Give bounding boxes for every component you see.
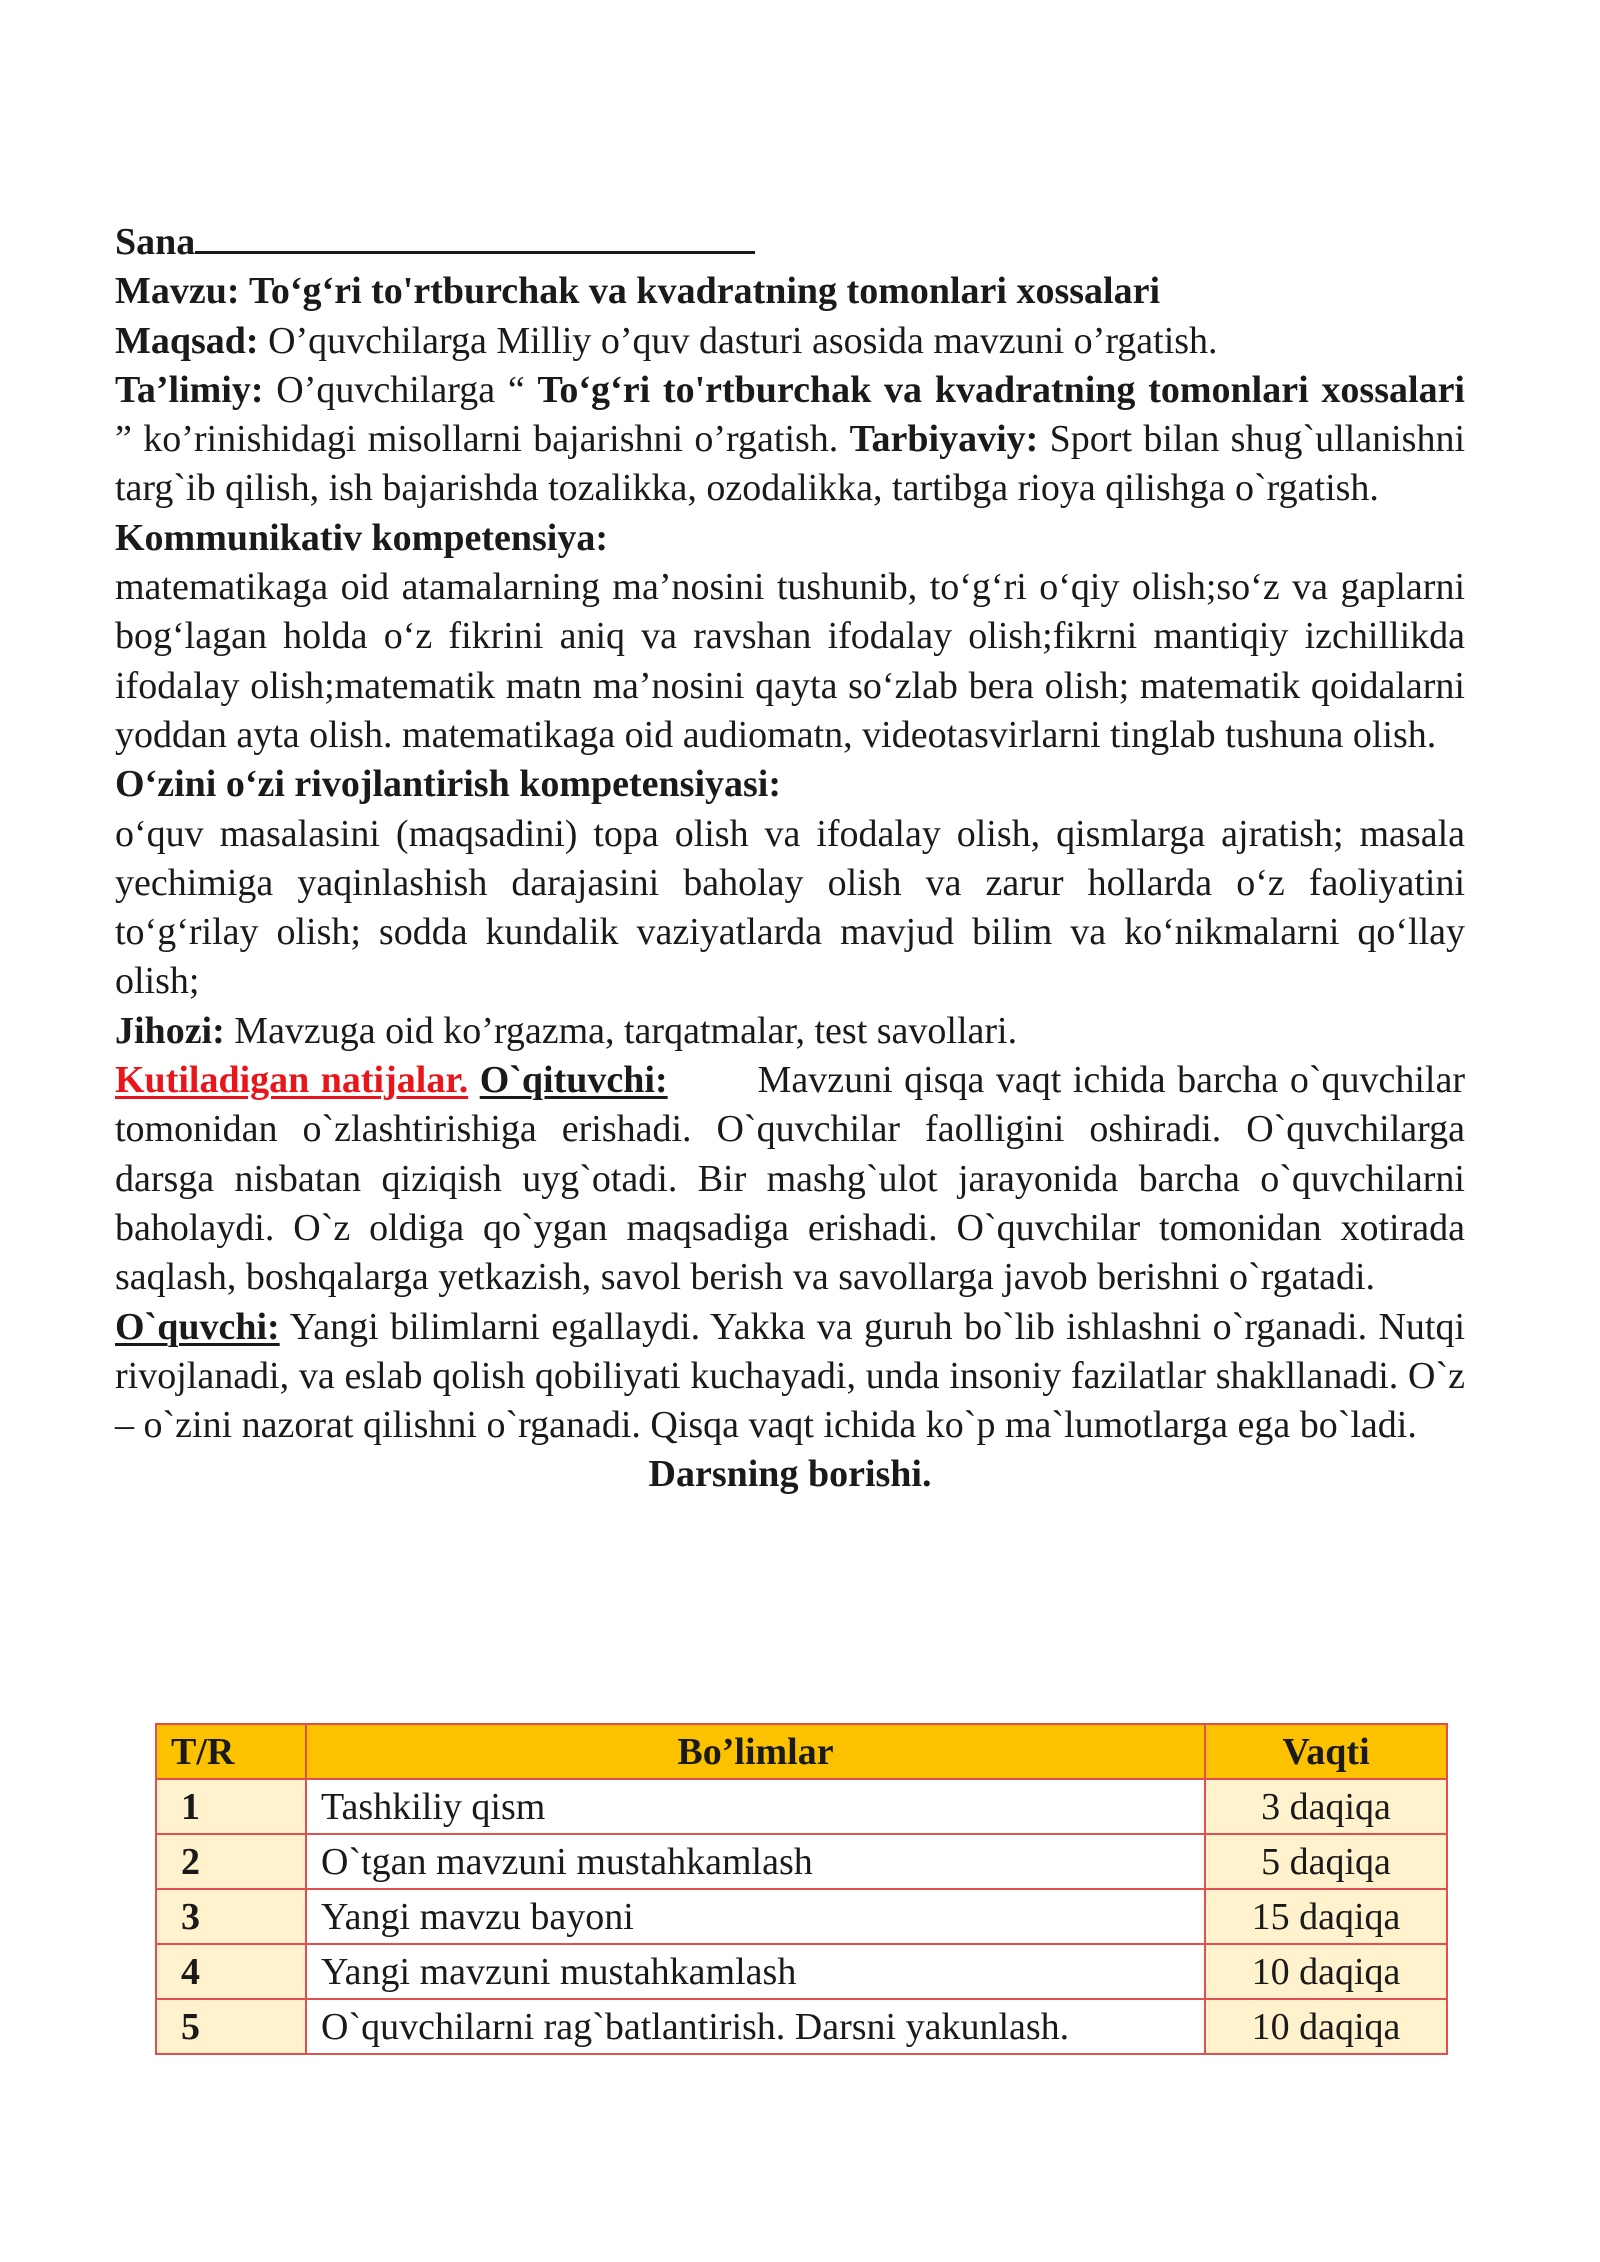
row-section: O`quvchilarni rag`batlantirish. Darsni yakunlash.	[306, 1999, 1205, 2054]
jihozi-label: Jihozi:	[115, 1009, 225, 1052]
oquvchi-text: Yangi bilimlarni egallaydi. Yakka va guruh bo`lib ishlashni o`rganadi. Nutqi rivojlanadi, va eslab qolish qobiliyati kuchayadi, unda insoniy fazilatlar shakllanadi. O`z – o`zini nazorat qilishni o`rganadi. Qisqa vaqt ichida ko`p ma`lumotlarga ega bo`ladi.	[115, 1305, 1465, 1447]
row-time: 5 daqiqa	[1205, 1834, 1447, 1889]
talimiy-topic: To‘g‘ri to'rtburchak va kvadratning tomonlari xossalari	[537, 368, 1465, 411]
maqsad-label: Maqsad:	[115, 319, 259, 362]
row-section: Yangi mavzuni mustahkamlash	[306, 1944, 1205, 1999]
row-number: 1	[156, 1779, 306, 1834]
kommunikativ-heading: Kommunikativ kompetensiya:	[115, 516, 608, 559]
row-time: 3 daqiqa	[1205, 1779, 1447, 1834]
oquvchi-label: O`quvchi:	[115, 1305, 280, 1348]
row-time: 10 daqiqa	[1205, 1944, 1447, 1999]
row-number: 3	[156, 1889, 306, 1944]
mavzu-text: To‘g‘ri to'rtburchak va kvadratning tomonlari xossalari	[249, 270, 1161, 313]
talimiy-label: Ta’limiy:	[115, 368, 264, 411]
mavzu-line	[115, 267, 1465, 316]
rivojlantirish-heading: O‘zini o‘zi rivojlantirish kompetensiyasi:	[115, 763, 782, 806]
maqsad-line	[115, 317, 1465, 366]
table-header-row	[156, 1724, 1447, 1779]
jihozi-line	[115, 1007, 1465, 1056]
tarbiyaviy-label: Tarbiyaviy:	[849, 418, 1039, 461]
header-vaqti: Vaqti	[1205, 1724, 1447, 1779]
darsning-borishi-heading: Darsning borishi.	[648, 1453, 932, 1496]
maqsad-text: O’quvchilarga Milliy o’quv dasturi asosida mavzuni o’rgatish.	[268, 319, 1218, 362]
row-section: Yangi mavzu bayoni	[306, 1889, 1205, 1944]
table-row	[156, 1834, 1447, 1889]
jihozi-text: Mavzuga oid ko’rgazma, tarqatmalar, test savollari.	[234, 1009, 1018, 1052]
kommunikativ-text: matematikaga oid atamalarning ma’nosini tushunib, to‘g‘ri o‘qiy olish;so‘z va gaplarni bog‘lagan holda o‘z fikrini aniq va ravshan ifodalay olish;fikrni mantiqiy izchillikda ifodalay olish;matematik matn ma’nosini qayta so‘zlab bera olish; matematik qoidalarni yoddan ayta olish. matematikaga oid audiomatn, videotasvirlarni tinglab tushuna olish.	[115, 566, 1465, 756]
oqituvchi-paragraph	[115, 1056, 1465, 1302]
oquvchi-paragraph	[115, 1303, 1465, 1451]
oqituvchi-text: Mavzuni qisqa vaqt ichida barcha o`quvchilar tomonidan o`zlashtirishiga erishadi. O`quvchilar faolligini oshiradi. O`quvchilarga darsga nisbatan qiziqish uyg`otadi. Bir mashg`ulot jarayonida barcha o`quvchilarni baholaydi. O`z oldiga qo`ygan maqsadiga erishadi. O`quvchilar tomonidan xotirada saqlash, boshqalarga yetkazish, savol berish va savollarga javob berishni o`rgatadi.	[115, 1059, 1465, 1299]
tarbiyaviy-text: Sport bilan shug`ullanishni targ`ib qilish, ish bajarishda tozalikka, ozodalikka, tartibga rioya qilishga o`rgatish.	[115, 418, 1466, 510]
row-time: 10 daqiqa	[1205, 1999, 1447, 2054]
sana-label: Sana	[115, 221, 196, 263]
talimiy-pre: O’quvchilarga “	[276, 368, 538, 411]
sana-line	[115, 218, 1465, 267]
table-row	[156, 1889, 1447, 1944]
lesson-plan-document	[115, 218, 1465, 1500]
row-section: O`tgan mavzuni mustahkamlash	[306, 1834, 1205, 1889]
table-row	[156, 1779, 1447, 1834]
row-number: 4	[156, 1944, 306, 1999]
table-row	[156, 1999, 1447, 2054]
natijalar-label: Kutiladigan natijalar.	[115, 1059, 469, 1102]
rivojlantirish-text: o‘quv masalasini (maqsadini) topa olish va ifodalay olish, qismlarga ajratish; masala yechimiga yaqinlashish darajasini baholay olish va zarur hollarda o‘z faoliyatini to‘g‘rilay olish; sodda kundalik vaziyatlarda mavjud bilim va ko‘nikmalarni qo‘llay olish;	[115, 812, 1465, 1003]
sana-blank	[195, 223, 755, 254]
row-number: 5	[156, 1999, 306, 2054]
oqituvchi-label: O`qituvchi:	[479, 1059, 668, 1102]
row-section: Tashkiliy qism	[306, 1779, 1205, 1834]
table-row	[156, 1944, 1447, 1999]
header-tr: T/R	[156, 1724, 306, 1779]
row-number: 2	[156, 1834, 306, 1889]
row-time: 15 daqiqa	[1205, 1889, 1447, 1944]
header-bolimlar: Bo’limlar	[306, 1724, 1205, 1779]
mavzu-label: Mavzu:	[115, 270, 240, 313]
talimiy-post: ” ko’rinishidagi misollarni bajarishni o’rgatish.	[115, 418, 839, 461]
talimiy-paragraph	[115, 366, 1465, 514]
lesson-schedule-table	[155, 1723, 1448, 2055]
